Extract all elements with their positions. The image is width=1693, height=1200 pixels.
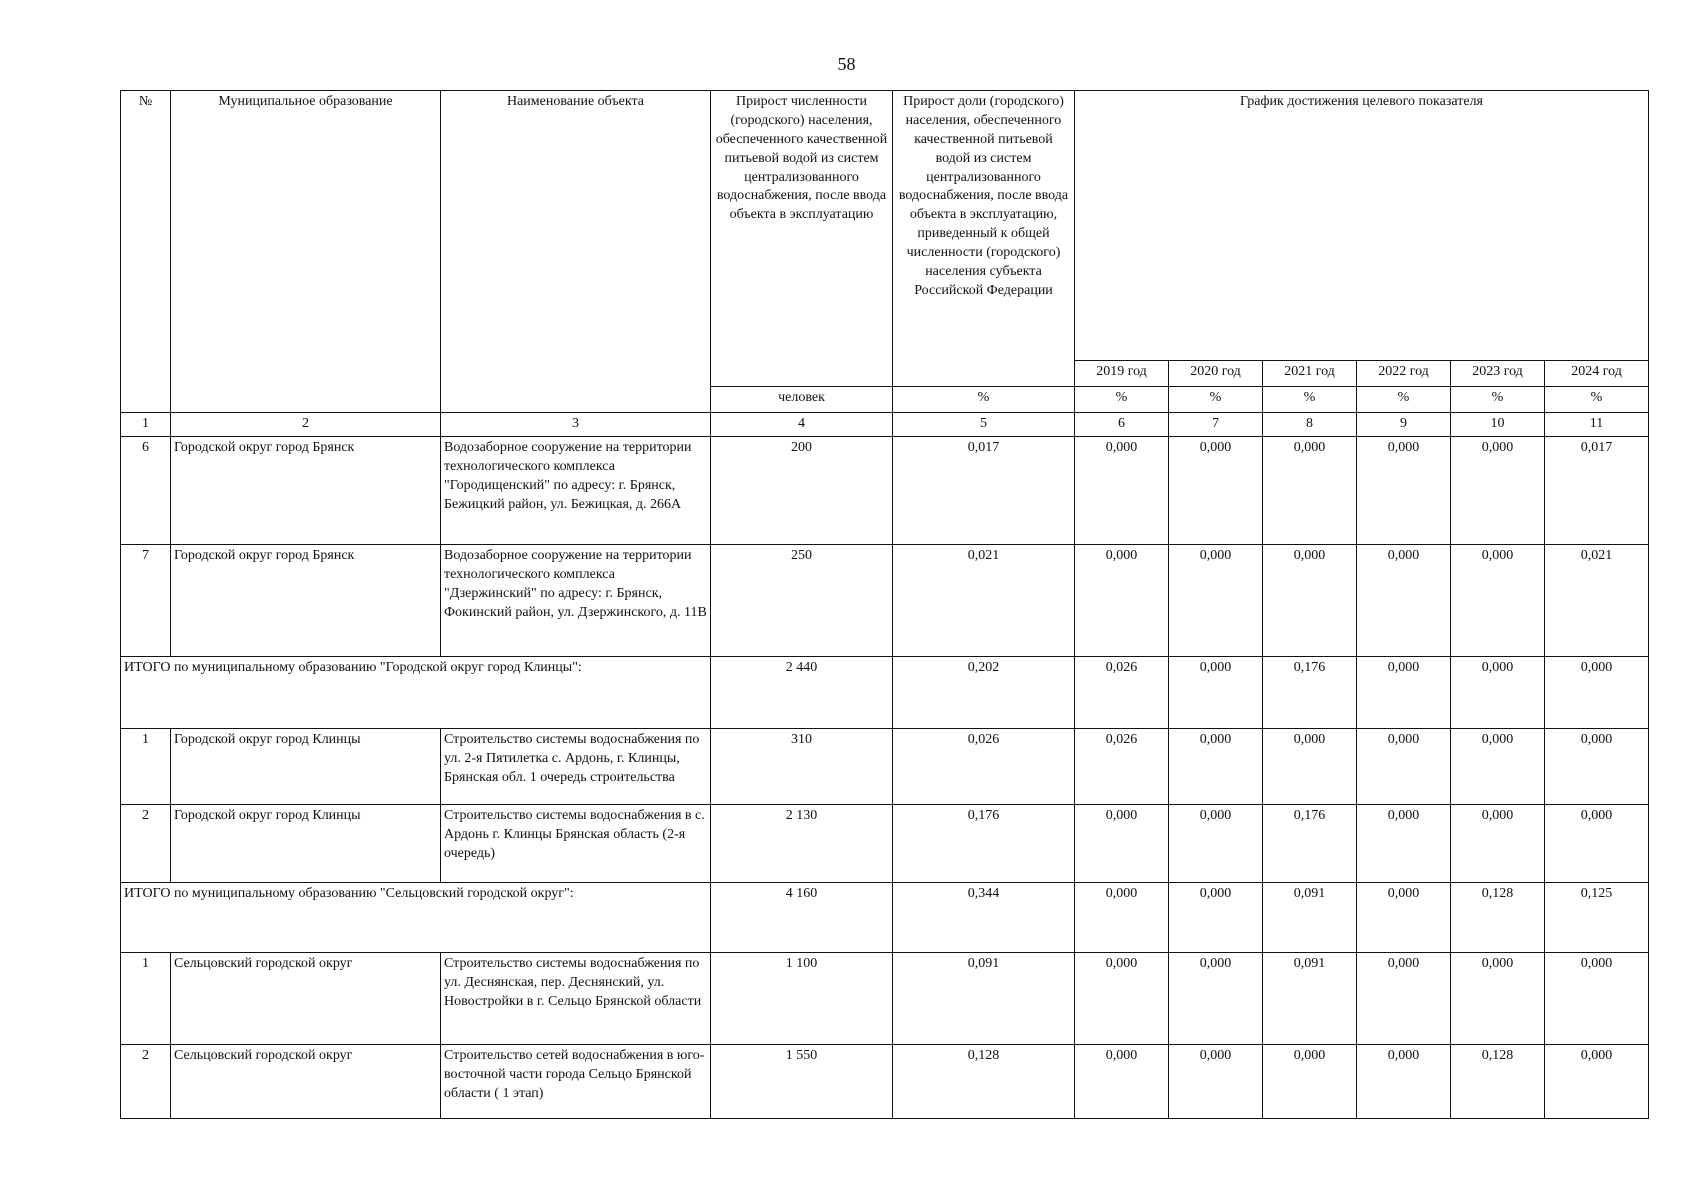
row-number: 7 bbox=[121, 544, 171, 656]
year-2022-cell: 0,000 bbox=[1357, 728, 1451, 804]
year-2023-cell: 0,128 bbox=[1451, 882, 1545, 952]
year-2023-cell: 0,128 bbox=[1451, 1044, 1545, 1118]
object-name-cell: Строительство системы водоснабжения по ул. 2-я Пятилетка с. Ардонь, г. Клинцы, Брянская обл. 1 очередь строительства bbox=[441, 728, 711, 804]
year-2024-cell: 0,000 bbox=[1545, 728, 1649, 804]
column-number: 2 bbox=[171, 413, 441, 437]
share-growth-cell: 0,017 bbox=[893, 436, 1075, 544]
column-number: 8 bbox=[1263, 413, 1357, 437]
year-2019-cell: 0,000 bbox=[1075, 544, 1169, 656]
year-2021-cell: 0,000 bbox=[1263, 436, 1357, 544]
year-2021-cell: 0,000 bbox=[1263, 728, 1357, 804]
object-name-cell: Строительство системы водоснабжения по ул. Деснянская, пер. Деснянский, ул. Новостройки в г. Сельцо Брянской области bbox=[441, 952, 711, 1044]
year-2022-cell: 0,000 bbox=[1357, 656, 1451, 728]
population-growth-cell: 2 130 bbox=[711, 804, 893, 882]
year-2019-cell: 0,000 bbox=[1075, 882, 1169, 952]
year-2020-cell: 0,000 bbox=[1169, 436, 1263, 544]
row-number: 2 bbox=[121, 804, 171, 882]
header-year-2024: 2024 год bbox=[1545, 361, 1649, 387]
share-growth-cell: 0,026 bbox=[893, 728, 1075, 804]
year-2020-cell: 0,000 bbox=[1169, 952, 1263, 1044]
year-2021-cell: 0,000 bbox=[1263, 1044, 1357, 1118]
table-row bbox=[121, 544, 1649, 656]
unit-percent: % bbox=[1075, 387, 1169, 413]
share-growth-cell: 0,091 bbox=[893, 952, 1075, 1044]
header-year-2023: 2023 год bbox=[1451, 361, 1545, 387]
year-2020-cell: 0,000 bbox=[1169, 544, 1263, 656]
column-number: 11 bbox=[1545, 413, 1649, 437]
column-number: 9 bbox=[1357, 413, 1451, 437]
header-num: № bbox=[121, 91, 171, 413]
header-schedule: График достижения целевого показателя bbox=[1075, 91, 1649, 361]
year-2024-cell: 0,000 bbox=[1545, 1044, 1649, 1118]
year-2021-cell: 0,091 bbox=[1263, 882, 1357, 952]
unit-percent: % bbox=[1169, 387, 1263, 413]
year-2023-cell: 0,000 bbox=[1451, 952, 1545, 1044]
row-number: 1 bbox=[121, 728, 171, 804]
municipality-cell: Сельцовский городской округ bbox=[171, 1044, 441, 1118]
unit-people: человек bbox=[711, 387, 893, 413]
unit-percent: % bbox=[1263, 387, 1357, 413]
column-number-row bbox=[121, 413, 1649, 437]
table-row bbox=[121, 804, 1649, 882]
unit-percent: % bbox=[1357, 387, 1451, 413]
header-municipality: Муниципальное образование bbox=[171, 91, 441, 413]
year-2024-cell: 0,000 bbox=[1545, 952, 1649, 1044]
target-indicator-table bbox=[120, 90, 1649, 1119]
header-year-2021: 2021 год bbox=[1263, 361, 1357, 387]
year-2023-cell: 0,000 bbox=[1451, 804, 1545, 882]
year-2023-cell: 0,000 bbox=[1451, 656, 1545, 728]
municipality-cell: Городской округ город Клинцы bbox=[171, 728, 441, 804]
header-share-growth: Прирост доли (городского) населения, обеспеченного качественной питьевой водой из систем централизованного водоснабжения, после ввода объекта в эксплуатацию, приведенный к общей численности (городского) населения субъекта Российской Федерации bbox=[893, 91, 1075, 387]
municipality-cell: Сельцовский городской округ bbox=[171, 952, 441, 1044]
header-row bbox=[121, 91, 1649, 361]
year-2020-cell: 0,000 bbox=[1169, 804, 1263, 882]
column-number: 1 bbox=[121, 413, 171, 437]
row-number: 6 bbox=[121, 436, 171, 544]
table-row bbox=[121, 728, 1649, 804]
year-2022-cell: 0,000 bbox=[1357, 436, 1451, 544]
year-2024-cell: 0,000 bbox=[1545, 804, 1649, 882]
population-growth-cell: 2 440 bbox=[711, 656, 893, 728]
year-2019-cell: 0,000 bbox=[1075, 952, 1169, 1044]
total-label: ИТОГО по муниципальному образованию "Сельцовский городской округ": bbox=[121, 882, 711, 952]
year-2022-cell: 0,000 bbox=[1357, 952, 1451, 1044]
year-2020-cell: 0,000 bbox=[1169, 656, 1263, 728]
column-number: 10 bbox=[1451, 413, 1545, 437]
year-2024-cell: 0,125 bbox=[1545, 882, 1649, 952]
population-growth-cell: 250 bbox=[711, 544, 893, 656]
year-2022-cell: 0,000 bbox=[1357, 544, 1451, 656]
share-growth-cell: 0,176 bbox=[893, 804, 1075, 882]
population-growth-cell: 1 550 bbox=[711, 1044, 893, 1118]
header-year-2022: 2022 год bbox=[1357, 361, 1451, 387]
population-growth-cell: 4 160 bbox=[711, 882, 893, 952]
column-number: 5 bbox=[893, 413, 1075, 437]
year-2023-cell: 0,000 bbox=[1451, 436, 1545, 544]
population-growth-cell: 200 bbox=[711, 436, 893, 544]
year-2020-cell: 0,000 bbox=[1169, 728, 1263, 804]
year-2019-cell: 0,026 bbox=[1075, 728, 1169, 804]
object-name-cell: Водозаборное сооружение на территории технологического комплекса "Городищенский" по адресу: г. Брянск, Бежицкий район, ул. Бежицкая, д. 266А bbox=[441, 436, 711, 544]
year-2019-cell: 0,026 bbox=[1075, 656, 1169, 728]
population-growth-cell: 310 bbox=[711, 728, 893, 804]
row-number: 1 bbox=[121, 952, 171, 1044]
year-2021-cell: 0,176 bbox=[1263, 804, 1357, 882]
column-number: 6 bbox=[1075, 413, 1169, 437]
header-year-2020: 2020 год bbox=[1169, 361, 1263, 387]
column-number: 3 bbox=[441, 413, 711, 437]
year-2022-cell: 0,000 bbox=[1357, 804, 1451, 882]
year-2019-cell: 0,000 bbox=[1075, 436, 1169, 544]
share-growth-cell: 0,344 bbox=[893, 882, 1075, 952]
year-2024-cell: 0,021 bbox=[1545, 544, 1649, 656]
year-2020-cell: 0,000 bbox=[1169, 1044, 1263, 1118]
unit-percent: % bbox=[1545, 387, 1649, 413]
year-2024-cell: 0,000 bbox=[1545, 656, 1649, 728]
header-year-2019: 2019 год bbox=[1075, 361, 1169, 387]
share-growth-cell: 0,128 bbox=[893, 1044, 1075, 1118]
row-number: 2 bbox=[121, 1044, 171, 1118]
table-row bbox=[121, 1044, 1649, 1118]
total-row bbox=[121, 882, 1649, 952]
year-2019-cell: 0,000 bbox=[1075, 1044, 1169, 1118]
year-2023-cell: 0,000 bbox=[1451, 544, 1545, 656]
year-2022-cell: 0,000 bbox=[1357, 1044, 1451, 1118]
year-2022-cell: 0,000 bbox=[1357, 882, 1451, 952]
municipality-cell: Городской округ город Клинцы bbox=[171, 804, 441, 882]
unit-percent: % bbox=[1451, 387, 1545, 413]
year-2021-cell: 0,091 bbox=[1263, 952, 1357, 1044]
municipality-cell: Городской округ город Брянск bbox=[171, 436, 441, 544]
object-name-cell: Строительство сетей водоснабжения в юго-восточной части города Сельцо Брянской области ( 1 этап) bbox=[441, 1044, 711, 1118]
header-object: Наименование объекта bbox=[441, 91, 711, 413]
total-row bbox=[121, 656, 1649, 728]
column-number: 4 bbox=[711, 413, 893, 437]
table-row bbox=[121, 952, 1649, 1044]
year-2023-cell: 0,000 bbox=[1451, 728, 1545, 804]
year-2021-cell: 0,000 bbox=[1263, 544, 1357, 656]
year-2019-cell: 0,000 bbox=[1075, 804, 1169, 882]
object-name-cell: Строительство системы водоснабжения в с. Ардонь г. Клинцы Брянская область (2-я очередь) bbox=[441, 804, 711, 882]
year-2020-cell: 0,000 bbox=[1169, 882, 1263, 952]
page-number: 58 bbox=[837, 54, 856, 74]
object-name-cell: Водозаборное сооружение на территории технологического комплекса "Дзержинский" по адресу: г. Брянск, Фокинский район, ул. Дзержинского, д. 11В bbox=[441, 544, 711, 656]
table-row bbox=[121, 436, 1649, 544]
header-population-growth: Прирост численности (городского) населения, обеспеченного качественной питьевой водой из систем централизованного водоснабжения, после ввода объекта в эксплуатацию bbox=[711, 91, 893, 387]
municipality-cell: Городской округ город Брянск bbox=[171, 544, 441, 656]
unit-percent: % bbox=[893, 387, 1075, 413]
year-2021-cell: 0,176 bbox=[1263, 656, 1357, 728]
column-number: 7 bbox=[1169, 413, 1263, 437]
share-growth-cell: 0,021 bbox=[893, 544, 1075, 656]
year-2024-cell: 0,017 bbox=[1545, 436, 1649, 544]
population-growth-cell: 1 100 bbox=[711, 952, 893, 1044]
total-label: ИТОГО по муниципальному образованию "Городской округ город Клинцы": bbox=[121, 656, 711, 728]
share-growth-cell: 0,202 bbox=[893, 656, 1075, 728]
